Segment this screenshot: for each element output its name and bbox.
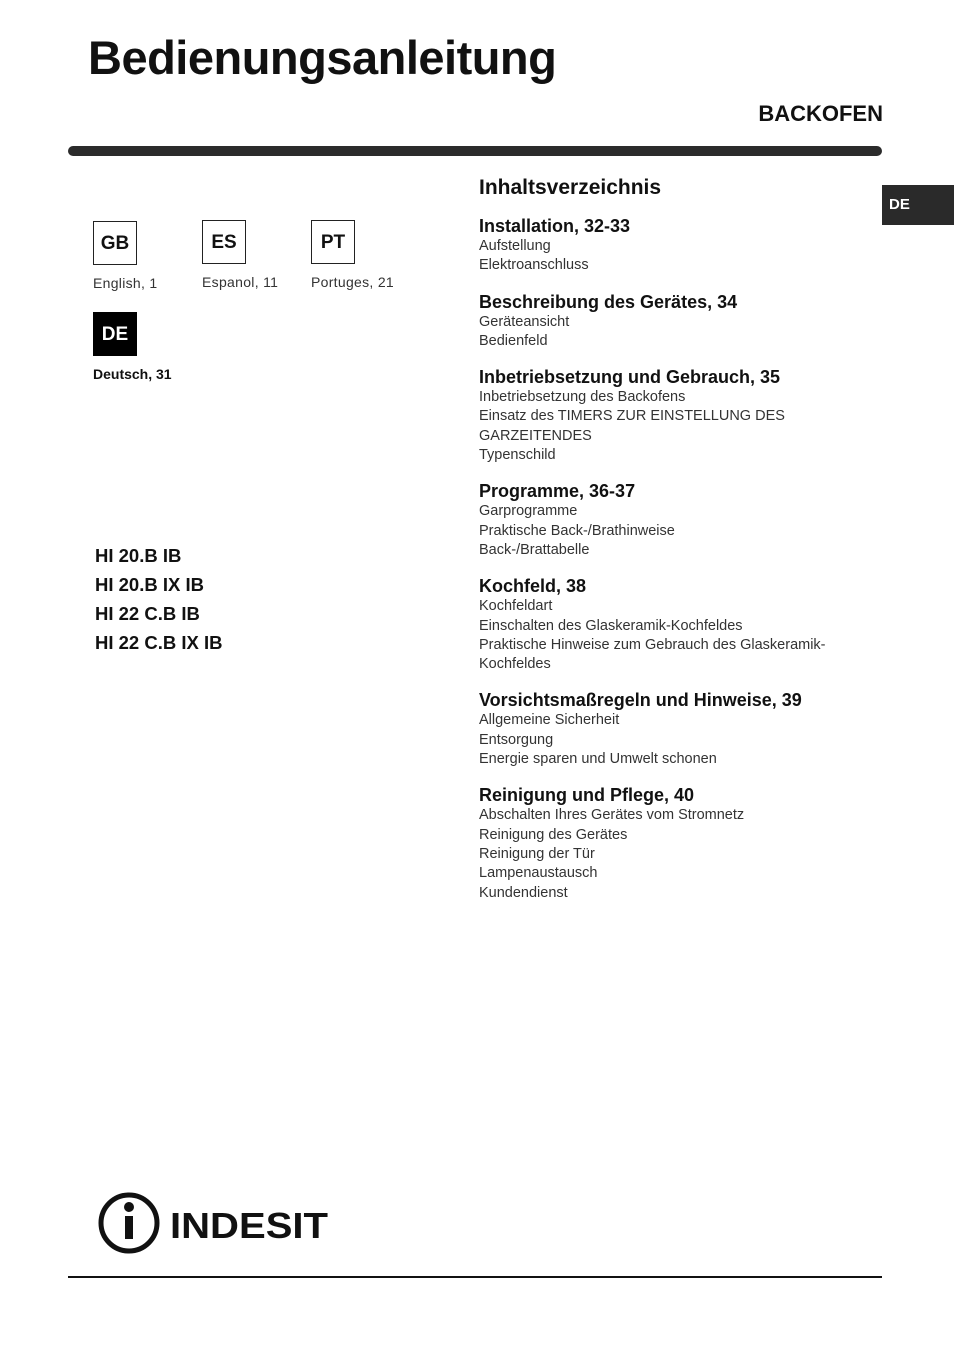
toc-entry: GARZEITENDES [479, 427, 592, 444]
model-item: HI 22 C.B IB [95, 603, 200, 624]
page-title: Bedienungsanleitung [88, 31, 557, 84]
toc-entry: Einsatz des TIMERS ZUR EINSTELLUNG DES [479, 408, 785, 425]
toc-entry: Back-/Brattabelle [479, 541, 590, 558]
toc-title: Inhaltsverzeichnis [479, 176, 662, 199]
toc-entry: Abschalten Ihres Gerätes vom Stromnetz [479, 807, 745, 824]
table-of-contents [479, 176, 879, 918]
language-label: Portuges, 21 [311, 274, 394, 290]
toc-entry: Reinigung des Gerätes [479, 826, 628, 843]
toc-entry: Kochfeldes [479, 656, 551, 673]
toc-entry: Entsorgung [479, 731, 554, 748]
toc-entry: Garprogramme [479, 503, 578, 520]
language-de [93, 312, 172, 382]
toc-section-title: Vorsichtsmaßregeln und Hinweise, 39 [479, 690, 802, 711]
toc-section-title: Programme, 36-37 [479, 481, 636, 502]
toc-section-title: Kochfeld, 38 [479, 576, 587, 597]
footer-divider [68, 1276, 882, 1278]
language-code-box: GB [93, 221, 137, 265]
toc-entry: Energie sparen und Umwelt schonen [479, 751, 717, 768]
toc-section [479, 366, 879, 465]
toc-entry: Praktische Back-/Brathinweise [479, 522, 675, 539]
toc-entry: Kundendienst [479, 884, 568, 901]
language-label: Deutsch, 31 [93, 366, 172, 382]
language-gb [93, 221, 157, 291]
toc-entry: Reinigung der Tür [479, 845, 595, 862]
model-list [95, 546, 222, 662]
brand-name: INDESIT [170, 1205, 329, 1246]
toc-section [479, 784, 879, 902]
language-side-tab: DE [882, 185, 954, 225]
toc-section [479, 480, 879, 560]
model-item: HI 20.B IB [95, 545, 182, 566]
language-label: Espanol, 11 [202, 274, 279, 290]
indesit-logo-icon [98, 1190, 330, 1254]
product-category: BACKOFEN [758, 101, 883, 126]
toc-entry: Praktische Hinweise zum Gebrauch des Glaskeramik- [479, 636, 826, 653]
toc-section-title: Installation, 32-33 [479, 216, 631, 236]
toc-section-title: Beschreibung des Gerätes, 34 [479, 291, 738, 312]
toc-section [479, 291, 879, 352]
toc-entry: Bedienfeld [479, 332, 548, 349]
language-label: English, 1 [93, 275, 158, 291]
toc-entry: Allgemeine Sicherheit [479, 712, 620, 729]
toc-entry: Einschalten des Glaskeramik-Kochfeldes [479, 617, 743, 634]
toc-entry: Aufstellung [479, 238, 551, 254]
header-divider [68, 146, 882, 156]
toc-entry: Typenschild [479, 447, 556, 464]
toc-entry: Inbetriebsetzung des Backofens [479, 389, 686, 406]
toc-section [479, 689, 879, 769]
language-pt [311, 220, 394, 290]
language-code-box: ES [202, 220, 246, 264]
language-es [202, 220, 278, 290]
toc-entry: Lampenaustausch [479, 865, 598, 882]
toc-section [479, 215, 879, 276]
model-item: HI 20.B IX IB [95, 574, 204, 595]
language-code-box: PT [311, 220, 355, 264]
model-item: HI 22 C.B IX IB [95, 632, 223, 653]
toc-entry: Kochfeldart [479, 598, 553, 615]
toc-entry: Geräteansicht [479, 313, 570, 330]
toc-section [479, 575, 879, 674]
toc-section-title: Reinigung und Pflege, 40 [479, 785, 695, 806]
toc-entry: Elektroanschluss [479, 257, 589, 274]
toc-section-title: Inbetriebsetzung und Gebrauch, 35 [479, 367, 781, 388]
language-code-box: DE [93, 312, 137, 356]
